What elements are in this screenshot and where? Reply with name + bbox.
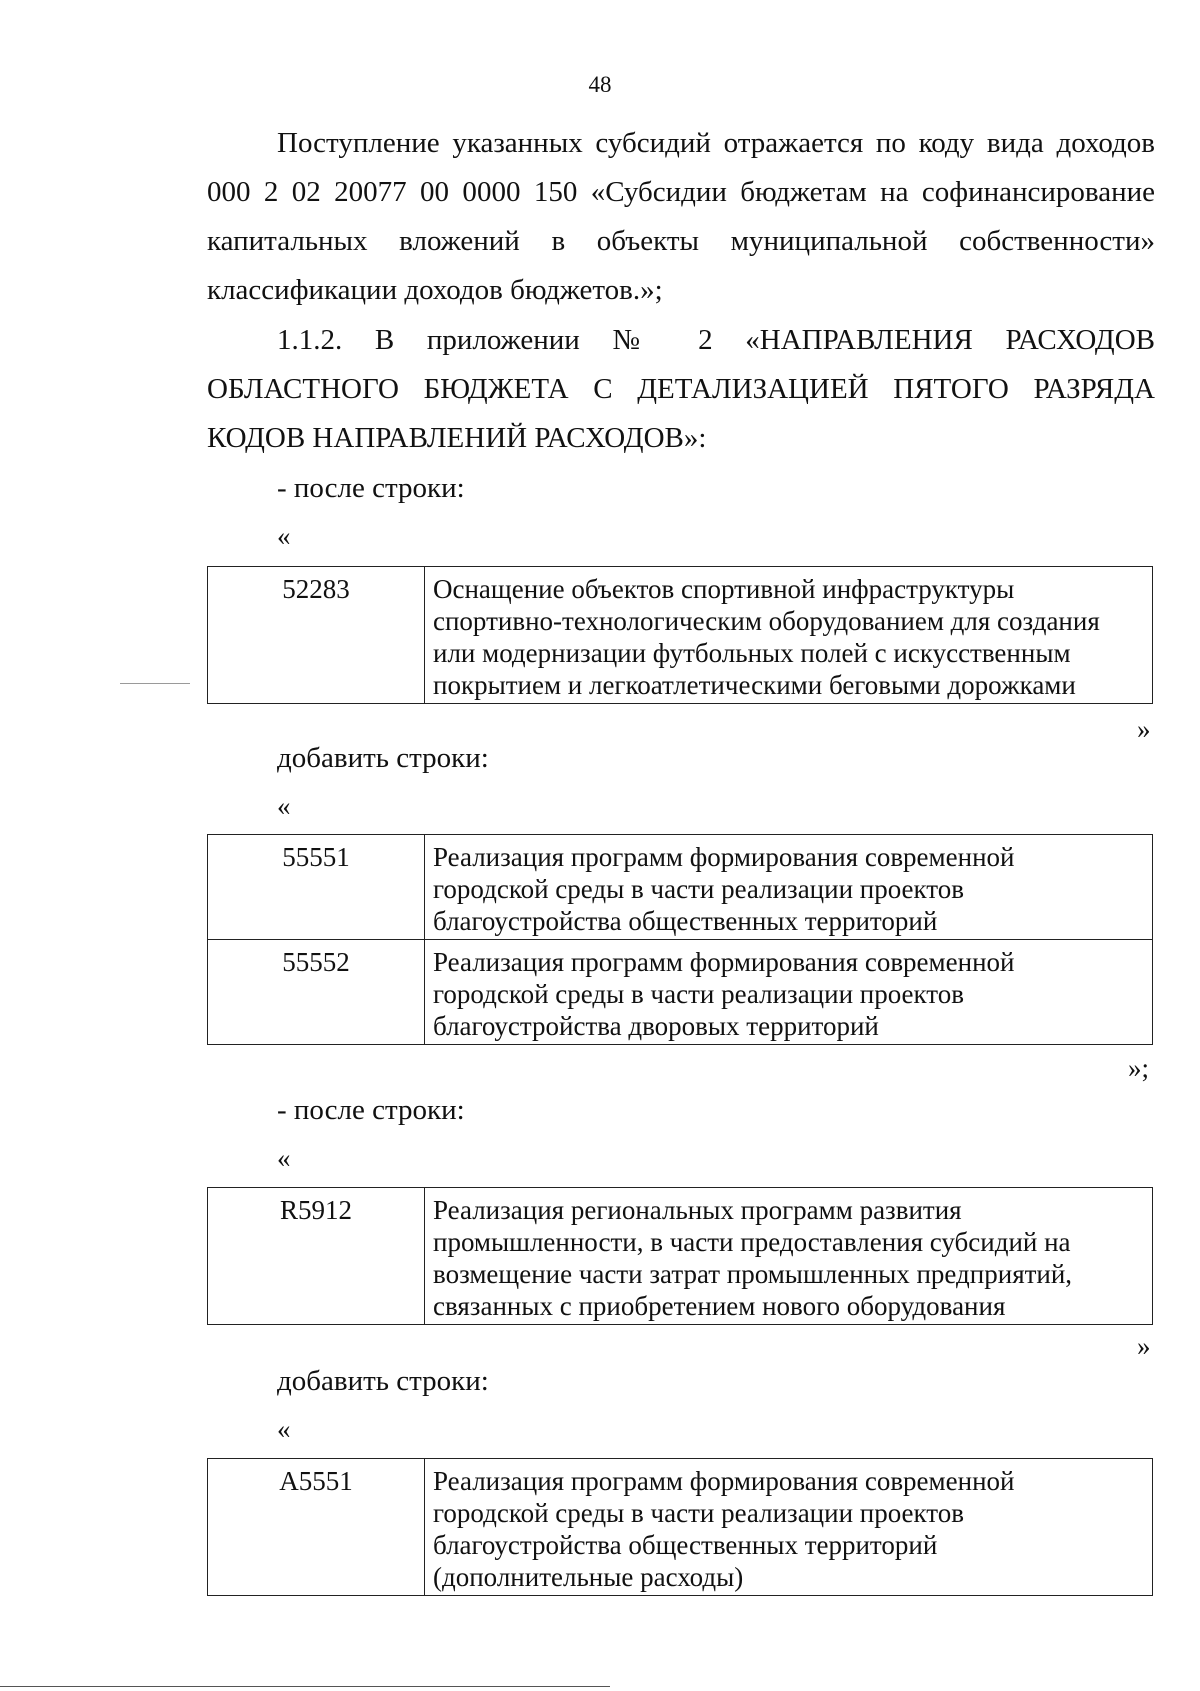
table-row xyxy=(208,835,1153,940)
open-quote: « xyxy=(277,521,291,551)
expense-description xyxy=(425,1188,1153,1325)
close-quote: »; xyxy=(1128,1053,1150,1083)
page-number: 48 xyxy=(588,72,612,97)
paragraph-line: КОДОВ НАПРАВЛЕНИЙ РАСХОДОВ»: xyxy=(207,422,707,454)
paragraph-line: капитальных вложений в объекты муниципальной собственности» xyxy=(207,225,1155,257)
open-quote: « xyxy=(277,1414,291,1444)
scan-artifact-line xyxy=(0,1686,610,1687)
expense-code: 55552 xyxy=(208,940,425,1045)
section-intro: добавить строки: xyxy=(277,1365,489,1397)
paragraph-line: классификации доходов бюджетов.»; xyxy=(207,274,663,306)
table-row xyxy=(208,1459,1153,1596)
paragraph-line: 1.1.2. В приложении № 2 «НАПРАВЛЕНИЯ РАСХОДОВ xyxy=(277,324,1155,356)
expense-code: А5551 xyxy=(208,1459,425,1596)
paragraph-appendix-2 xyxy=(207,316,1155,463)
paragraph-line: 000 2 02 20077 00 0000 150 «Субсидии бюджетам на софинансирование xyxy=(207,176,1155,208)
paragraph-line: Поступление указанных субсидий отражается по коду вида доходов xyxy=(277,127,1155,159)
section-intro: - после строки: xyxy=(277,1094,465,1126)
expense-code: R5912 xyxy=(208,1188,425,1325)
close-quote: » xyxy=(1137,714,1151,744)
expense-code-table xyxy=(207,1187,1153,1325)
expense-code: 52283 xyxy=(208,567,425,704)
open-quote: « xyxy=(277,791,291,821)
description-line: (дополнительные расходы) xyxy=(433,1562,744,1592)
description-line: связанных с приобретением нового оборудования xyxy=(433,1291,1006,1321)
description-line: спортивно-технологическим оборудованием для создания xyxy=(433,606,1100,636)
table-row xyxy=(208,940,1153,1045)
expense-code-table xyxy=(207,566,1153,704)
expense-code-table xyxy=(207,834,1153,1045)
expense-code-table xyxy=(207,1458,1153,1596)
description-line: благоустройства общественных территорий xyxy=(433,906,938,936)
description-line: городской среды в части реализации проектов xyxy=(433,874,964,904)
description-line: Реализация программ формирования современной xyxy=(433,947,1015,977)
expense-description xyxy=(425,567,1153,704)
expense-description xyxy=(425,1459,1153,1596)
description-line: Оснащение объектов спортивной инфраструктуры xyxy=(433,574,1015,604)
table-row xyxy=(208,567,1153,704)
description-line: Реализация программ формирования современной xyxy=(433,842,1015,872)
description-line: Реализация региональных программ развития xyxy=(433,1195,962,1225)
expense-description xyxy=(425,835,1153,940)
open-quote: « xyxy=(277,1143,291,1173)
description-line: благоустройства дворовых территорий xyxy=(433,1011,879,1041)
expense-code: 55551 xyxy=(208,835,425,940)
description-line: промышленности, в части предоставления субсидий на xyxy=(433,1227,1071,1257)
description-line: городской среды в части реализации проектов xyxy=(433,979,964,1009)
description-line: городской среды в части реализации проектов xyxy=(433,1498,964,1528)
description-line: возмещение части затрат промышленных предприятий, xyxy=(433,1259,1073,1289)
description-line: или модернизации футбольных полей с искусственным xyxy=(433,638,1071,668)
scan-artifact-line xyxy=(120,683,190,684)
section-intro: - после строки: xyxy=(277,472,465,504)
paragraph-line: ОБЛАСТНОГО БЮДЖЕТА С ДЕТАЛИЗАЦИЕЙ ПЯТОГО РАЗРЯДА xyxy=(207,373,1155,405)
expense-description xyxy=(425,940,1153,1045)
paragraph-income-code xyxy=(207,119,1155,315)
close-quote: » xyxy=(1137,1331,1151,1361)
description-line: покрытием и легкоатлетическими беговыми дорожками xyxy=(433,670,1076,700)
section-intro: добавить строки: xyxy=(277,742,489,774)
table-row xyxy=(208,1188,1153,1325)
description-line: благоустройства общественных территорий xyxy=(433,1530,938,1560)
description-line: Реализация программ формирования современной xyxy=(433,1466,1015,1496)
